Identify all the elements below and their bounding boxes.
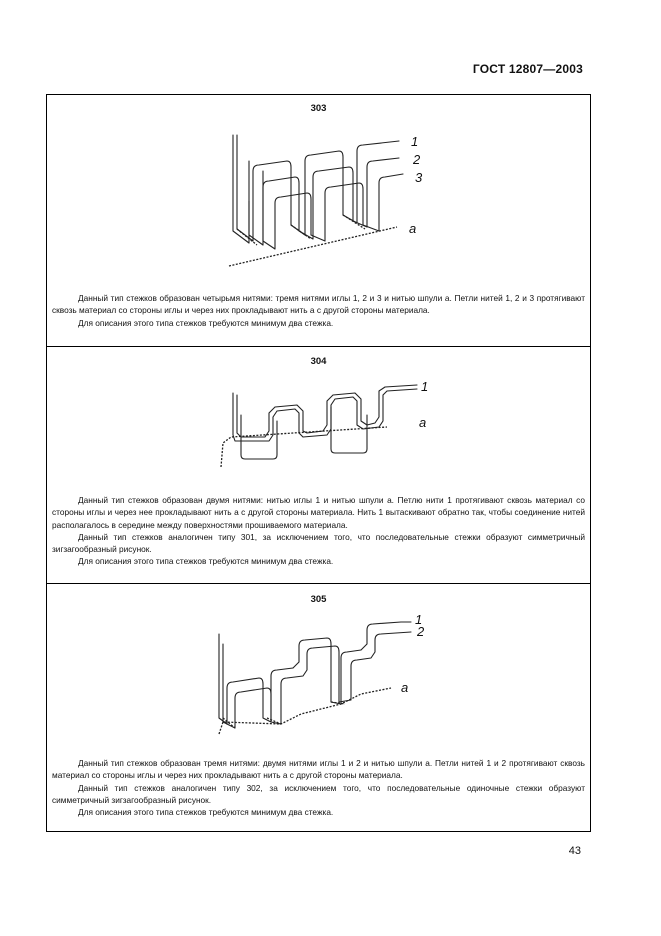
stitch-description-303 <box>52 292 585 329</box>
stitch-description-304 <box>52 494 585 568</box>
paragraph: Данный тип стежков аналогичен типу 302, за исключением того, что последовательные одиночные стежки образуют симметричный зигзагообразный рисунок. <box>52 782 585 805</box>
thread-path <box>343 141 399 223</box>
thread-label-2: 2 <box>417 624 425 639</box>
thread-path <box>363 174 403 231</box>
stitch-cell-303 <box>47 95 590 346</box>
thread-path <box>311 183 363 241</box>
thread-path <box>291 225 311 239</box>
thread-path <box>219 634 293 724</box>
bobbin-thread <box>221 427 387 467</box>
thread-label-a: a <box>409 221 417 236</box>
paragraph: Данный тип стежков аналогичен типу 301, за исключением того, что последовательные стежки образуют симметричный зигзагообразный рисунок. <box>52 531 585 555</box>
paragraph: Данный тип стежков образован двумя нитями: нитью иглы 1 и нитью шпули a. Петлю нити 1 протягивают сквозь материал со стороны иглы и через нее прокладывают нить a с другой стороны материала. Нить 1 вытаскивают обратно так, чтобы соединение нитей располагалось в середине между поверхностями прошиваемого материала. <box>52 495 585 530</box>
standard-header: ГОСТ 12807—2003 <box>472 62 583 76</box>
thread-path <box>299 167 353 239</box>
stitch-cell-304 <box>47 346 590 583</box>
thread-label-1: 1 <box>411 134 419 149</box>
stitch-number: 303 <box>310 103 327 114</box>
thread-path <box>233 135 249 243</box>
thread-path <box>253 161 291 225</box>
stitch-diagram-305 <box>211 612 431 743</box>
paragraph: Для описания этого типа стежков требуются минимум два стежка. <box>78 556 334 567</box>
thread-label-a: a <box>419 415 427 430</box>
thread-label-1: 1 <box>415 612 423 627</box>
stitch-cell-305 <box>47 583 590 833</box>
bobbin-thread <box>219 688 391 734</box>
thread-path <box>271 646 339 724</box>
stitch-description-305 <box>52 757 585 818</box>
thread-label-a: a <box>401 680 409 695</box>
page-number: 43 <box>568 845 581 857</box>
thread-path <box>263 171 311 249</box>
stitch-diagram-304 <box>217 381 427 471</box>
thread-path <box>237 135 253 241</box>
thread-path <box>361 622 411 650</box>
stitch-number: 304 <box>310 356 327 367</box>
thread-label-2: 2 <box>413 152 421 167</box>
stitch-number: 305 <box>310 594 327 605</box>
paragraph: Для описания этого типа стежков требуются минимум два стежка. <box>78 807 334 818</box>
paragraph: Для описания этого типа стежков требуются минимум два стежка. <box>78 317 334 328</box>
thread-path <box>237 385 417 437</box>
paragraph: Данный тип стежков образован четырьмя нитями: тремя нитями иглы 1, 2 и 3 и нитью шпули a. Петли нитей 1, 2 и 3 протягивают сквозь материал со стороны иглы и через них прокладывают нить a с другой стороны материала. <box>52 293 585 316</box>
stitch-diagram-303 <box>227 131 427 271</box>
thread-label-3: 3 <box>415 170 423 185</box>
thread-path <box>233 389 417 441</box>
paragraph: Данный тип стежков образован тремя нитями: двумя нитями иглы 1 и 2 и нитью шпули a. Петли нитей 1 и 2 протягивают сквозь материал со стороны иглы и через них прокладывают нить a с другой стороны материала. <box>52 758 585 781</box>
thread-path <box>353 158 399 227</box>
stitch-table <box>46 94 591 832</box>
thread-label-1: 1 <box>421 379 429 394</box>
thread-path <box>223 644 271 728</box>
